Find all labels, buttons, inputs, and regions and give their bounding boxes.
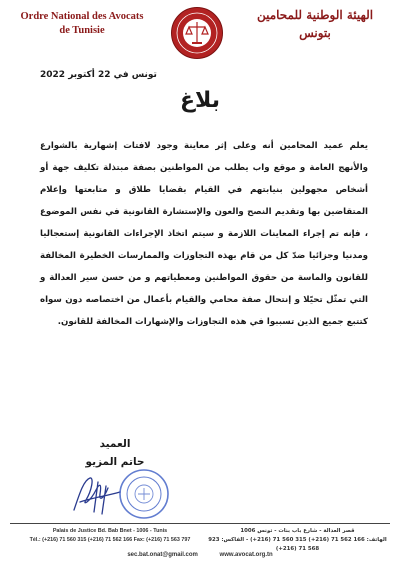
organization-name-fr-line1: Ordre National des Avocats [20, 11, 144, 22]
organization-name-ar [240, 6, 390, 42]
official-stamp-icon [118, 468, 170, 520]
footer-email[interactable]: sec.bat.onat@gmail.com [127, 552, 198, 558]
document-title: بلاغ [180, 88, 220, 113]
footer-address-ar-line1: قصر العدالة - شارع باب بنات - تونس 1006 [240, 528, 355, 534]
handwritten-signature-icon [66, 472, 126, 518]
bar-association-seal-icon [170, 6, 224, 60]
signatory-name: حاتم المزيو [85, 456, 145, 468]
signatory-title: العميد [99, 438, 131, 450]
footer-address-ar [205, 527, 390, 554]
footer-address-fr [10, 527, 210, 545]
footer-contact [0, 552, 400, 558]
organization-name-ar-line1: الهيئة الوطنية للمحامين [256, 8, 374, 22]
organization-name-fr [12, 10, 152, 38]
footer-address-fr-line2: Tél.: (+216) 71 560 315 (+216) 71 562 166 Fax: (+216) 71 563 797 [29, 537, 191, 543]
footer-address-fr-line1: Palais de Justice Bd. Bab Bnet - 1006 - Tunis [52, 528, 168, 534]
footer-website[interactable]: www.avocat.org.tn [219, 552, 273, 558]
footer-divider [10, 523, 390, 524]
document-date: تونس في 22 أكتوبر 2022 [40, 70, 157, 80]
organization-name-fr-line2: de Tunisie [59, 25, 105, 36]
footer-address-ar-line2: الهاتف: 166 562 71 (216+) 315 560 71 (216+) - الفاكس: 923 568 71 (216+) [208, 537, 387, 552]
announcement-body: يعلم عميد المحامين أنه وعلى إثر معاينة وجود لافتات إشهارية بالشوارع والأنهج العامة و موقع واب يطلب من المواطنين بصفة مبتذلة تكليف جهة أو أشخاص مجهولين بنيابتهم في القيام بقضايا طلاق و متابعتها وإعلام المتقاضين بها وتقديم النصح والعون والإستشارة القانونية في نفس الموضوع ، فإنه تم إجراء المعاينات اللازمة و سيتم اتخاذ الإجراءات القانونية إستعجاليا ومدنيا وجزائيا ضدّ كل من قام بهذه التجاوزات والممارسات الخطيرة المخالفة للقانون والماسة من حقوق المواطنين ومعطياتهم و من حسن سير العدالة و التي تمثّل تحيّلا و إنتحال صفة محامي والقيام بأعمال من اختصاصه دون سواه كتتبع جميع الذين تسببوا في هذه التجاوزات والإشهارات المخالفة للقانون. [40, 141, 368, 327]
organization-name-ar-line2: بتونس [299, 26, 331, 40]
